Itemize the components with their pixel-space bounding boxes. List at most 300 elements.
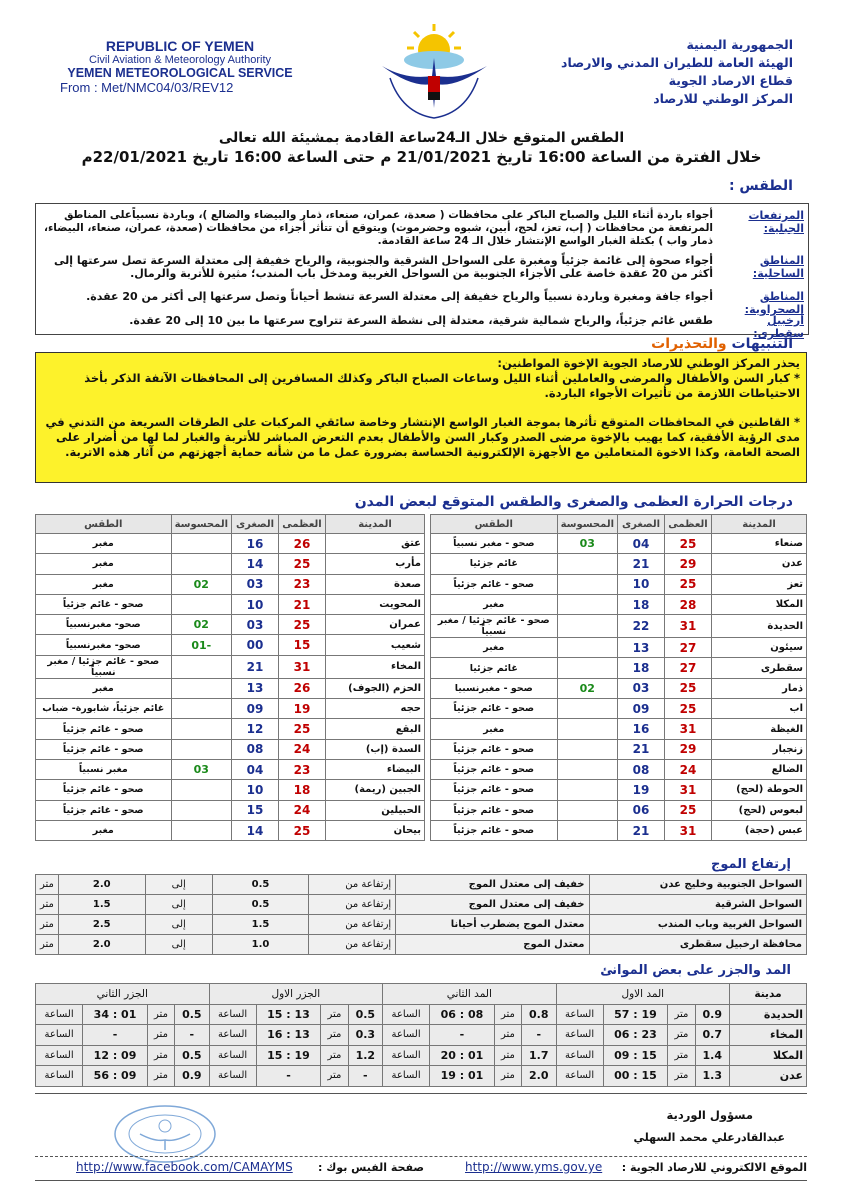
tide-time: - bbox=[430, 1025, 495, 1046]
tide-time-label: الساعة bbox=[556, 1045, 603, 1066]
weather-condition: صحو - غائم جزئياً bbox=[431, 820, 558, 840]
city-name: الجبين (ريمة) bbox=[326, 780, 425, 800]
table-row bbox=[36, 1066, 807, 1087]
tide-time: 01 : 34 bbox=[83, 1004, 148, 1025]
tide-time-label: الساعة bbox=[556, 1025, 603, 1046]
city-name: الحزم (الجوف) bbox=[326, 678, 425, 698]
wave-to-label: إلى bbox=[145, 935, 212, 955]
table-row bbox=[36, 655, 425, 678]
city-name: مأرب bbox=[326, 554, 425, 574]
table-row bbox=[431, 678, 807, 698]
table-row bbox=[431, 658, 807, 678]
city-name: الحديدة bbox=[712, 615, 807, 638]
table-row bbox=[36, 820, 425, 840]
tide-time-label: الساعة bbox=[209, 1045, 256, 1066]
min-temp: 18 bbox=[618, 658, 665, 678]
wave-min: 1.5 bbox=[212, 915, 308, 935]
tide-time-label: الساعة bbox=[36, 1066, 83, 1087]
max-temp: 24 bbox=[665, 759, 712, 779]
feels-like: 03 bbox=[171, 759, 231, 779]
wave-max: 2.5 bbox=[58, 915, 145, 935]
max-temp: 31 bbox=[665, 780, 712, 800]
warnings-intro: يحذر المركز الوطني للارصاد الجوية الإخوة المواطنين: bbox=[497, 356, 800, 370]
min-temp: 13 bbox=[618, 638, 665, 658]
wave-max: 1.5 bbox=[58, 895, 145, 915]
warnings-dust: * القاطنين في المحافظات المتوقع تأثرها بموجة الغبار الواسع الإنتشار وخاصة سائقي المركبات على الطرقات السريعة من التدني في مدى الرؤية الأفقية، كما يهيب بالإخوة مرضى الصدر وكبار السن والأطفال بعدم التعرض المباشر للأتربة والغبار لما لها من أضرار على الصحة العامة، وكذا الاخوة المتعاملين مع الأجهزة الإلكترونية الحساسة بضرورة عمل ما من شأنه حماية أجهزتهم من آثار هذه الاتربة. bbox=[45, 415, 800, 459]
feels-like bbox=[557, 719, 617, 739]
city-name: سقطرى bbox=[712, 658, 807, 678]
tide-height: - bbox=[348, 1066, 383, 1087]
table-row bbox=[36, 875, 807, 895]
weather-condition: صحو - مغبر نسبياً bbox=[431, 534, 558, 554]
col-max: العظمى bbox=[665, 515, 712, 534]
wave-area: محافظة ارخبيل سقطرى bbox=[589, 935, 807, 955]
max-temp: 19 bbox=[279, 699, 326, 719]
tide-height: 0.7 bbox=[695, 1025, 730, 1046]
feels-like: 02 bbox=[171, 615, 231, 635]
tide-unit: متر bbox=[147, 1045, 174, 1066]
port-name: الحديدة bbox=[730, 1004, 807, 1025]
table-row bbox=[36, 935, 807, 955]
min-temp: 16 bbox=[618, 719, 665, 739]
tide-time-label: الساعة bbox=[36, 1025, 83, 1046]
footer-bottom-line bbox=[35, 1180, 807, 1181]
min-temp: 14 bbox=[232, 554, 279, 574]
duty-officer-label: مسؤول الوردية bbox=[666, 1108, 753, 1122]
col-low1: الجزر الاول bbox=[209, 984, 382, 1005]
min-temp: 06 bbox=[618, 800, 665, 820]
col-min: الصغرى bbox=[618, 515, 665, 534]
tide-time-label: الساعة bbox=[209, 1004, 256, 1025]
table-row bbox=[36, 719, 425, 739]
col-city: المدينة bbox=[712, 515, 807, 534]
col-high1: المد الاول bbox=[556, 984, 729, 1005]
city-name: المخاء bbox=[326, 655, 425, 678]
feels-like bbox=[557, 574, 617, 594]
port-name: عدن bbox=[730, 1066, 807, 1087]
col-high2: المد الثاني bbox=[383, 984, 556, 1005]
tide-time: 08 : 06 bbox=[430, 1004, 495, 1025]
city-name: تعز bbox=[712, 574, 807, 594]
city-name: صنعاء bbox=[712, 534, 807, 554]
city-name: عدن bbox=[712, 554, 807, 574]
wave-area: السواحل الشرقية bbox=[589, 895, 807, 915]
table-row bbox=[36, 615, 425, 635]
table-row bbox=[36, 1025, 807, 1046]
tide-height: 0.5 bbox=[175, 1045, 210, 1066]
city-name: الحوطة (لحج) bbox=[712, 780, 807, 800]
weather-label: المناطق الساحلية: bbox=[752, 254, 804, 280]
min-temp: 00 bbox=[232, 635, 279, 655]
max-temp: 25 bbox=[279, 820, 326, 840]
city-name: لبعوس (لحج) bbox=[712, 800, 807, 820]
weather-condition: صحو - غائم جزئياً bbox=[36, 800, 172, 820]
feels-like bbox=[171, 554, 231, 574]
tide-height: 0.9 bbox=[695, 1004, 730, 1025]
min-temp: 03 bbox=[618, 678, 665, 698]
min-temp: 19 bbox=[618, 780, 665, 800]
col-max: العظمى bbox=[279, 515, 326, 534]
tide-time-label: الساعة bbox=[383, 1045, 430, 1066]
max-temp: 26 bbox=[279, 534, 326, 554]
tide-time-label: الساعة bbox=[209, 1025, 256, 1046]
weather-condition: صحو - غائم جزئياً bbox=[431, 780, 558, 800]
min-temp: 14 bbox=[232, 820, 279, 840]
tide-unit: متر bbox=[494, 1004, 521, 1025]
tide-time: 13 : 15 bbox=[256, 1004, 321, 1025]
tide-unit: متر bbox=[494, 1045, 521, 1066]
table-row bbox=[431, 574, 807, 594]
feels-like bbox=[557, 658, 617, 678]
tide-unit: متر bbox=[147, 1004, 174, 1025]
feels-like bbox=[171, 594, 231, 614]
table-row bbox=[431, 800, 807, 820]
max-temp: 27 bbox=[665, 658, 712, 678]
weather-condition: صحو - غائم جزئياً bbox=[36, 739, 172, 759]
weather-box bbox=[35, 203, 809, 340]
feels-like bbox=[557, 554, 617, 574]
max-temp: 25 bbox=[665, 699, 712, 719]
tide-unit: متر bbox=[321, 1045, 348, 1066]
table-row bbox=[36, 1004, 807, 1025]
city-name: الضالع bbox=[712, 759, 807, 779]
tide-unit: متر bbox=[494, 1025, 521, 1046]
feels-like bbox=[557, 615, 617, 638]
wave-state: معتدل الموج bbox=[396, 935, 589, 955]
table-row bbox=[36, 915, 807, 935]
tide-height: 0.3 bbox=[348, 1025, 383, 1046]
wave-max: 2.0 bbox=[58, 935, 145, 955]
tides-table bbox=[35, 983, 807, 1087]
weather-label: المرتفعات الجبلية: bbox=[748, 209, 804, 235]
feels-like: 03 bbox=[557, 534, 617, 554]
authority-logo bbox=[372, 18, 497, 128]
feels-like bbox=[557, 759, 617, 779]
tide-time-label: الساعة bbox=[36, 1045, 83, 1066]
tide-height: - bbox=[175, 1025, 210, 1046]
website-link[interactable]: http://www.yms.gov.ye bbox=[465, 1160, 603, 1174]
min-temp: 15 bbox=[232, 800, 279, 820]
footer-dash bbox=[35, 1156, 807, 1157]
tide-time: 15 : 09 bbox=[603, 1045, 668, 1066]
feels-like bbox=[557, 638, 617, 658]
feels-like bbox=[171, 678, 231, 698]
port-name: المخاء bbox=[730, 1025, 807, 1046]
min-temp: 13 bbox=[232, 678, 279, 698]
wave-unit: متر bbox=[36, 915, 59, 935]
table-row bbox=[36, 594, 425, 614]
tide-time: 23 : 06 bbox=[603, 1025, 668, 1046]
weather-condition: صحو - غائم جزئياً bbox=[431, 574, 558, 594]
max-temp: 25 bbox=[279, 719, 326, 739]
weather-condition: صحو- مغبرنسبياً bbox=[36, 635, 172, 655]
weather-label: المناطق الصحراوية: bbox=[744, 290, 804, 316]
weather-row-mountains bbox=[36, 209, 808, 251]
header-arabic bbox=[553, 36, 793, 108]
header-ar-line4: المركز الوطني للارصاد bbox=[653, 91, 793, 106]
min-temp: 12 bbox=[232, 719, 279, 739]
weather-condition: صحو - غائم جزئياً bbox=[36, 594, 172, 614]
col-weather: الطقس bbox=[36, 515, 172, 534]
feels-like bbox=[171, 534, 231, 554]
max-temp: 24 bbox=[279, 739, 326, 759]
tide-height: 0.8 bbox=[522, 1004, 557, 1025]
col-city: المدينة bbox=[326, 515, 425, 534]
city-name: البقع bbox=[326, 719, 425, 739]
feels-like bbox=[171, 719, 231, 739]
col-feel: المحسوسة bbox=[171, 515, 231, 534]
min-temp: 09 bbox=[618, 699, 665, 719]
header-ar-line2: الهيئة العامة للطيران المدني والارصاد bbox=[561, 55, 793, 70]
city-name: عتق bbox=[326, 534, 425, 554]
max-temp: 31 bbox=[665, 820, 712, 840]
city-name: المكلا bbox=[712, 594, 807, 614]
weather-condition: صحو - غائم جزئياً bbox=[431, 759, 558, 779]
weather-condition: صحو - غائم جزئياً bbox=[36, 719, 172, 739]
tide-time: 13 : 16 bbox=[256, 1025, 321, 1046]
city-name: حجه bbox=[326, 699, 425, 719]
max-temp: 25 bbox=[279, 615, 326, 635]
weather-condition: غائم جزئياً، شابورة- ضباب bbox=[36, 699, 172, 719]
city-name: اب bbox=[712, 699, 807, 719]
table-row bbox=[431, 594, 807, 614]
feels-like: -01 bbox=[171, 635, 231, 655]
warnings-heading-b: والتحذيرات bbox=[651, 336, 727, 352]
max-temp: 31 bbox=[279, 655, 326, 678]
wave-min: 0.5 bbox=[212, 875, 308, 895]
weather-condition: مغبر bbox=[431, 719, 558, 739]
feels-like bbox=[557, 820, 617, 840]
min-temp: 04 bbox=[232, 759, 279, 779]
min-temp: 21 bbox=[618, 820, 665, 840]
city-name: عمران bbox=[326, 615, 425, 635]
city-name: سيئون bbox=[712, 638, 807, 658]
tide-height: 1.3 bbox=[695, 1066, 730, 1087]
weather-condition: صحو - غائم جزئياً bbox=[431, 739, 558, 759]
tide-unit: متر bbox=[668, 1045, 695, 1066]
feels-like bbox=[171, 780, 231, 800]
header-ar-line1: الجمهورية اليمنية bbox=[686, 37, 793, 52]
table-row bbox=[36, 780, 425, 800]
city-name: السدة (إب) bbox=[326, 739, 425, 759]
min-temp: 08 bbox=[618, 759, 665, 779]
wave-unit: متر bbox=[36, 895, 59, 915]
city-name: الغيظة bbox=[712, 719, 807, 739]
tide-height: 1.4 bbox=[695, 1045, 730, 1066]
max-temp: 23 bbox=[279, 574, 326, 594]
weather-condition: مغبر bbox=[36, 678, 172, 698]
weather-condition: غائم جزئيا bbox=[431, 554, 558, 574]
min-temp: 10 bbox=[618, 574, 665, 594]
city-name: بيحان bbox=[326, 820, 425, 840]
feels-like bbox=[171, 820, 231, 840]
footer-divider bbox=[35, 1093, 807, 1094]
min-temp: 21 bbox=[232, 655, 279, 678]
tide-height: - bbox=[522, 1025, 557, 1046]
table-row bbox=[431, 759, 807, 779]
max-temp: 21 bbox=[279, 594, 326, 614]
city-name: عبس (حجة) bbox=[712, 820, 807, 840]
wave-from-label: إرتفاعة من bbox=[309, 895, 396, 915]
max-temp: 29 bbox=[665, 554, 712, 574]
feels-like bbox=[171, 800, 231, 820]
min-temp: 16 bbox=[232, 534, 279, 554]
min-temp: 03 bbox=[232, 574, 279, 594]
tides-heading: المد والجزر على بعض الموانئ bbox=[600, 963, 791, 978]
tide-height: 1.2 bbox=[348, 1045, 383, 1066]
feels-like bbox=[171, 655, 231, 678]
tide-unit: متر bbox=[321, 1004, 348, 1025]
weather-condition: صحو - غائم جزئياً bbox=[431, 699, 558, 719]
table-row bbox=[36, 800, 425, 820]
warnings-box bbox=[35, 352, 807, 483]
feels-like bbox=[171, 699, 231, 719]
table-row bbox=[36, 759, 425, 779]
weather-condition: مغبر bbox=[36, 820, 172, 840]
forecast-period: خلال الفترة من الساعة 16:00 تاريخ 21/01/2021 م حتى الساعة 16:00 تاريخ 22/01/2021م bbox=[81, 148, 762, 166]
table-row bbox=[431, 638, 807, 658]
tide-time-label: الساعة bbox=[556, 1004, 603, 1025]
wave-max: 2.0 bbox=[58, 875, 145, 895]
tide-height: 0.5 bbox=[348, 1004, 383, 1025]
table-row bbox=[431, 739, 807, 759]
tide-time: - bbox=[256, 1066, 321, 1087]
weather-condition: صحو- مغبرنسبياً bbox=[36, 615, 172, 635]
tide-time: 19 : 15 bbox=[256, 1045, 321, 1066]
weather-row-coast bbox=[36, 254, 808, 284]
weather-text: أجواء جافة ومغبرة وباردة نسبياً والرياح خفيفة إلى معتدلة السرعة تنشط أحياناً وتصل سرعتها إلى أكثر من 20 عقدة. bbox=[86, 290, 713, 303]
max-temp: 18 bbox=[279, 780, 326, 800]
col-port: مدينة bbox=[730, 984, 807, 1005]
table-row bbox=[36, 554, 425, 574]
stamp-logo bbox=[110, 1104, 220, 1164]
feels-like bbox=[557, 594, 617, 614]
port-name: المكلا bbox=[730, 1045, 807, 1066]
weather-condition: صحو - غائم جزئيا / مغبر نسبياً bbox=[36, 655, 172, 678]
facebook-link[interactable]: http://www.facebook.com/CAMAYMS bbox=[76, 1160, 293, 1174]
city-name: ذمار bbox=[712, 678, 807, 698]
tide-unit: متر bbox=[668, 1066, 695, 1087]
weather-condition: صحو - مغبرنسبيا bbox=[431, 678, 558, 698]
tide-height: 2.0 bbox=[522, 1066, 557, 1087]
city-name: الحبيلين bbox=[326, 800, 425, 820]
weather-text: طقس غائم جزئياً، والرياح شمالية شرقية، معتدلة إلى نشطة السرعة تتراوح سرعتها ما بين 10 إلى 20 عقدة. bbox=[129, 314, 713, 327]
min-temp: 22 bbox=[618, 615, 665, 638]
warnings-heading bbox=[651, 336, 793, 352]
tide-time-label: الساعة bbox=[383, 1004, 430, 1025]
feels-like: 02 bbox=[171, 574, 231, 594]
wave-area: السواحل الغربية وباب المندب bbox=[589, 915, 807, 935]
col-feel: المحسوسة bbox=[557, 515, 617, 534]
max-temp: 24 bbox=[279, 800, 326, 820]
min-temp: 09 bbox=[232, 699, 279, 719]
feels-like bbox=[557, 780, 617, 800]
tide-time: 01 : 19 bbox=[430, 1066, 495, 1087]
warnings-heading-a: التنبيهات bbox=[726, 336, 793, 352]
feels-like bbox=[557, 739, 617, 759]
wave-unit: متر bbox=[36, 875, 59, 895]
feels-like bbox=[171, 739, 231, 759]
wave-unit: متر bbox=[36, 935, 59, 955]
max-temp: 25 bbox=[279, 554, 326, 574]
wave-min: 1.0 bbox=[212, 935, 308, 955]
facebook-label: صفحة الفيس بوك : bbox=[318, 1161, 424, 1174]
max-temp: 25 bbox=[665, 534, 712, 554]
cities-table-left bbox=[35, 514, 425, 841]
wave-state: خفيف إلى معتدل الموج bbox=[396, 875, 589, 895]
cities-table-right bbox=[430, 514, 807, 841]
wave-to-label: إلى bbox=[145, 895, 212, 915]
tide-time: 09 : 12 bbox=[83, 1045, 148, 1066]
wave-from-label: إرتفاعة من bbox=[309, 935, 396, 955]
header-ar-line3: قطاع الارصاد الجوية bbox=[668, 73, 793, 88]
max-temp: 26 bbox=[279, 678, 326, 698]
max-temp: 27 bbox=[665, 638, 712, 658]
min-temp: 10 bbox=[232, 780, 279, 800]
weather-condition: صحو - غائم جزئيا / مغبر نسبياً bbox=[431, 615, 558, 638]
duty-officer-name: عبدالقادرعلي محمد السهلي bbox=[633, 1131, 785, 1144]
col-low2: الجزر الثاني bbox=[36, 984, 210, 1005]
waves-heading: إرتفاع الموج bbox=[710, 857, 791, 872]
min-temp: 21 bbox=[618, 554, 665, 574]
min-temp: 18 bbox=[618, 594, 665, 614]
max-temp: 25 bbox=[665, 574, 712, 594]
feels-like: 02 bbox=[557, 678, 617, 698]
max-temp: 29 bbox=[665, 739, 712, 759]
weather-condition: مغبر bbox=[431, 638, 558, 658]
table-row bbox=[431, 699, 807, 719]
table-row bbox=[36, 1045, 807, 1066]
max-temp: 31 bbox=[665, 719, 712, 739]
wave-from-label: إرتفاعة من bbox=[309, 875, 396, 895]
tide-unit: متر bbox=[147, 1025, 174, 1046]
table-row bbox=[431, 615, 807, 638]
weather-condition: مغبر bbox=[36, 554, 172, 574]
wave-to-label: إلى bbox=[145, 875, 212, 895]
table-row bbox=[431, 554, 807, 574]
header-en-line3: YEMEN METEOROLOGICAL SERVICE bbox=[67, 66, 293, 80]
feels-like bbox=[557, 699, 617, 719]
weather-condition: صحو - غائم جزئياً bbox=[431, 800, 558, 820]
weather-row-desert bbox=[36, 290, 808, 316]
min-temp: 10 bbox=[232, 594, 279, 614]
tide-height: 0.9 bbox=[175, 1066, 210, 1087]
city-name: البيضاء bbox=[326, 759, 425, 779]
max-temp: 23 bbox=[279, 759, 326, 779]
table-row bbox=[36, 895, 807, 915]
weather-label: أرخبيل سقطرى: bbox=[753, 314, 804, 340]
tide-time-label: الساعة bbox=[383, 1066, 430, 1087]
tide-time: - bbox=[83, 1025, 148, 1046]
col-min: الصغرى bbox=[232, 515, 279, 534]
header-english bbox=[40, 38, 320, 95]
warnings-cold: * كبار السن والأطفال والمرضى والعاملين أثناء الليل وساعات الصباح الباكر وكذلك المسافرين إلى المحافظات الآنفة الذكر بأخذ الاحتياطات اللازمة من تأثيرات الأجواء الباردة. bbox=[84, 371, 800, 400]
col-weather: الطقس bbox=[431, 515, 558, 534]
wave-from-label: إرتفاعة من bbox=[309, 915, 396, 935]
weather-condition: مغبر bbox=[36, 534, 172, 554]
tide-time-label: الساعة bbox=[36, 1004, 83, 1025]
table-row bbox=[431, 780, 807, 800]
tide-height: 1.7 bbox=[522, 1045, 557, 1066]
weather-condition: غائم جزئيا bbox=[431, 658, 558, 678]
cities-heading: درجات الحرارة العظمى والصغرى والطقس المتوقع لبعض المدن bbox=[354, 494, 793, 510]
table-row bbox=[36, 699, 425, 719]
tide-time: 01 : 20 bbox=[430, 1045, 495, 1066]
min-temp: 08 bbox=[232, 739, 279, 759]
max-temp: 25 bbox=[665, 678, 712, 698]
city-name: شعيب bbox=[326, 635, 425, 655]
weather-condition: مغبر نسبياً bbox=[36, 759, 172, 779]
